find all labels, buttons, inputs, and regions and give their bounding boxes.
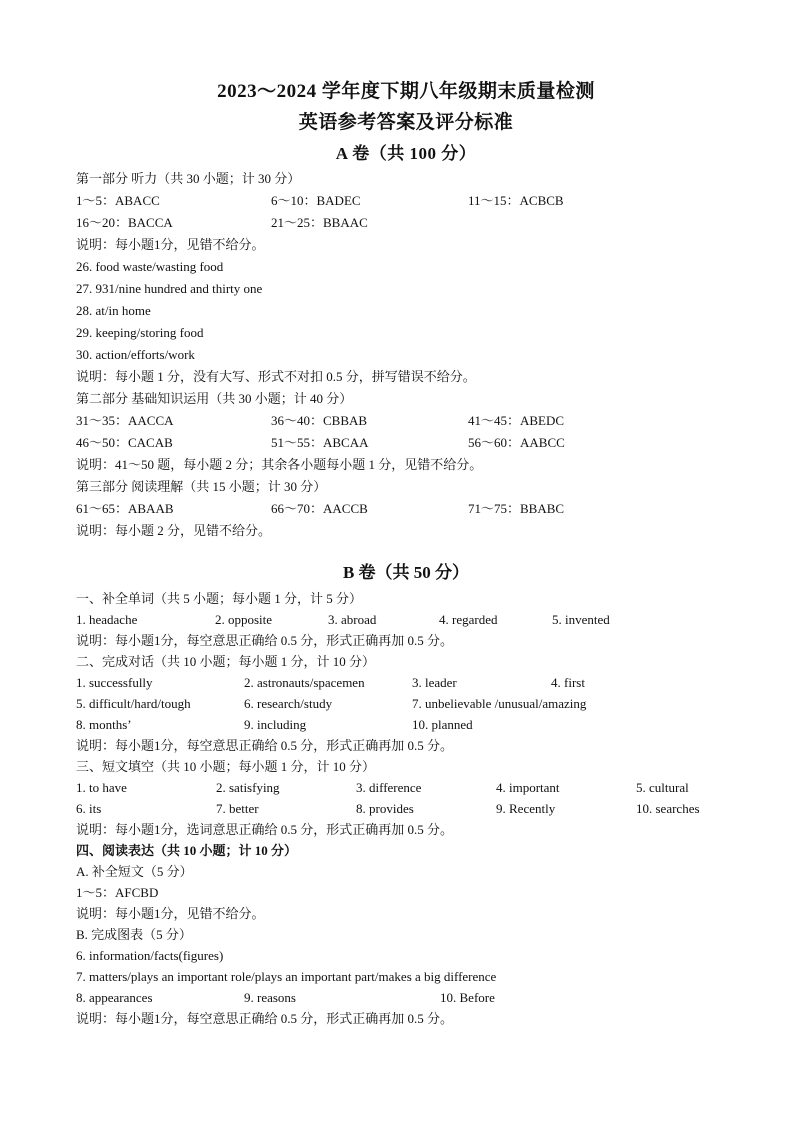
section2-heading: 二、完成对话（共 10 小题；每小题 1 分，计 10 分）	[76, 654, 376, 669]
answer-group: 1～5：ABACC	[76, 193, 160, 208]
section-b-title: B 卷（共 50 分）	[342, 563, 470, 582]
answer-line: 7. matters/plays an important role/plays an important part/makes a big difference	[76, 969, 497, 984]
scoring-note: 说明：每小题1分，见错不给分。	[76, 237, 265, 252]
answer-group: 71～75：BBABC	[468, 501, 565, 516]
answer-item: 8. months’	[76, 717, 132, 732]
answer-item: 3. leader	[412, 675, 457, 690]
document-subtitle: 英语参考答案及评分标准	[298, 112, 514, 133]
section3-answer-row	[76, 798, 736, 819]
answer-line: 29. keeping/storing food	[76, 325, 204, 340]
scoring-note: 说明：每小题1分，每空意思正确给 0.5 分，形式正确再加 0.5 分。	[76, 633, 454, 648]
section1-answer-row	[76, 609, 736, 630]
part1-answer-row	[76, 190, 736, 212]
answer-group: 11～15：ACBCB	[468, 193, 564, 208]
answer-item: 5. cultural	[636, 780, 689, 795]
answer-item: 10. planned	[412, 717, 473, 732]
section3-heading: 三、短文填空（共 10 小题；每小题 1 分，计 10 分）	[76, 759, 376, 774]
answer-line: 30. action/efforts/work	[76, 347, 195, 362]
answer-item: 9. including	[244, 717, 307, 732]
section2-answer-row	[76, 672, 736, 693]
answer-item: 7. better	[216, 801, 259, 816]
answer-group: 56～60：AABCC	[468, 435, 565, 450]
answer-group: 66～70：AACCB	[271, 501, 368, 516]
answer-line: 26. food waste/wasting food	[76, 259, 224, 274]
answer-item: 6. its	[76, 801, 102, 816]
answer-item: 1. headache	[76, 612, 138, 627]
section2-answer-row	[76, 714, 736, 735]
section4b-heading: B. 完成图表（5 分）	[76, 927, 192, 942]
answer-line: 6. information/facts(figures)	[76, 948, 224, 963]
answer-group: 51～55：ABCAA	[271, 435, 369, 450]
answer-item: 8. appearances	[76, 990, 153, 1005]
answer-item: 9. reasons	[244, 990, 296, 1005]
section4a-heading: A. 补全短文（5 分）	[76, 864, 193, 879]
scoring-note: 说明：每小题 1 分，没有大写、形式不对扣 0.5 分，拼写错误不给分。	[76, 369, 476, 384]
answer-item: 10. Before	[440, 990, 495, 1005]
answer-group: 41～45：ABEDC	[468, 413, 565, 428]
scoring-note: 说明：每小题1分，见错不给分。	[76, 906, 265, 921]
answer-group: 61～65：ABAAB	[76, 501, 174, 516]
answer-group: 6～10：BADEC	[271, 193, 361, 208]
answer-item: 4. regarded	[439, 612, 498, 627]
part3-heading: 第三部分 阅读理解（共 15 小题；计 30 分）	[76, 479, 327, 494]
scoring-note: 说明：每小题1分，每空意思正确给 0.5 分，形式正确再加 0.5 分。	[76, 738, 454, 753]
answer-item: 6. research/study	[244, 696, 333, 711]
answer-item: 1. to have	[76, 780, 127, 795]
answer-group: 46～50：CACAB	[76, 435, 173, 450]
scoring-note: 说明：每小题1分，每空意思正确给 0.5 分，形式正确再加 0.5 分。	[76, 1011, 454, 1026]
document-title: 2023～2024 学年度下期八年级期末质量检测	[217, 81, 595, 102]
answer-line: 28. at/in home	[76, 303, 151, 318]
answer-item: 4. important	[496, 780, 560, 795]
section4b-answer-row	[76, 987, 736, 1008]
answer-item: 5. invented	[552, 612, 610, 627]
scoring-note: 说明：每小题 2 分，见错不给分。	[76, 523, 272, 538]
answer-group: 36～40：CBBAB	[271, 413, 368, 428]
answer-item: 5. difficult/hard/tough	[76, 696, 191, 711]
answer-item: 3. difference	[356, 780, 422, 795]
answer-item: 10. searches	[636, 801, 700, 816]
answer-line: 1～5：AFCBD	[76, 885, 159, 900]
answer-item: 4. first	[551, 675, 585, 690]
section1-heading: 一、补全单词（共 5 小题；每小题 1 分，计 5 分）	[76, 591, 363, 606]
answer-item: 2. opposite	[215, 612, 273, 627]
answer-group: 31～35：AACCA	[76, 413, 174, 428]
answer-item: 7. unbelievable /unusual/amazing	[412, 696, 587, 711]
part1-answer-row	[76, 212, 736, 234]
answer-item: 1. successfully	[76, 675, 153, 690]
part2-heading: 第二部分 基础知识运用（共 30 小题；计 40 分）	[76, 391, 353, 406]
section-a-title: A 卷（共 100 分）	[335, 144, 477, 163]
part3-answer-row	[76, 498, 736, 520]
answer-item: 2. satisfying	[216, 780, 280, 795]
section3-answer-row	[76, 777, 736, 798]
scoring-note: 说明：41～50 题，每小题 2 分；其余各小题每小题 1 分，见错不给分。	[76, 457, 483, 472]
scoring-note: 说明：每小题1分，选词意思正确给 0.5 分，形式正确再加 0.5 分。	[76, 822, 454, 837]
part2-answer-row	[76, 432, 736, 454]
answer-key-page	[76, 78, 736, 1029]
answer-item: 3. abroad	[328, 612, 377, 627]
section2-answer-row	[76, 693, 736, 714]
section4-heading: 四、阅读表达（共 10 小题；计 10 分）	[76, 843, 298, 858]
answer-group: 16～20：BACCA	[76, 215, 173, 230]
part2-answer-row	[76, 410, 736, 432]
part1-heading: 第一部分 听力（共 30 小题；计 30 分）	[76, 171, 301, 186]
answer-item: 8. provides	[356, 801, 414, 816]
answer-item: 9. Recently	[496, 801, 556, 816]
answer-group: 21～25：BBAAC	[271, 215, 368, 230]
answer-line: 27. 931/nine hundred and thirty one	[76, 281, 263, 296]
answer-item: 2. astronauts/spacemen	[244, 675, 365, 690]
